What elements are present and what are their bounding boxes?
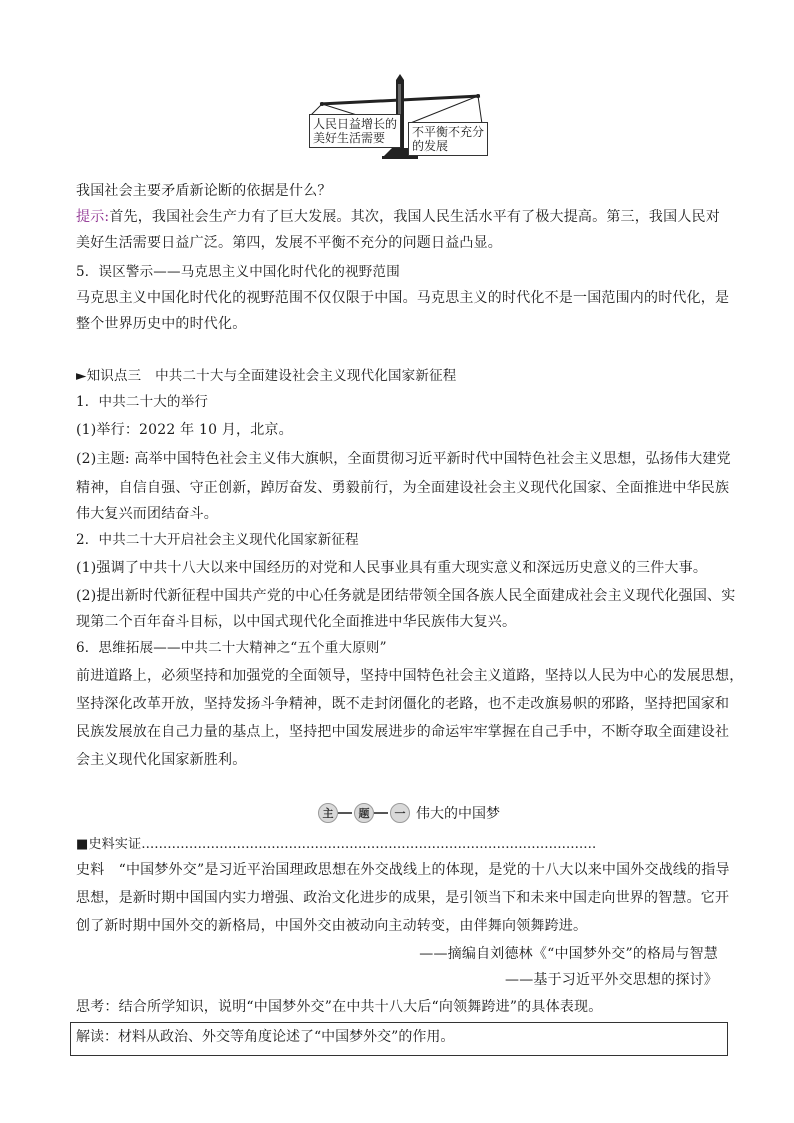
hint-text-1: 首先，我国社会生产力有了巨大发展。其次，我国人民生活水平有了极大提高。第三，我国人民对 bbox=[109, 209, 720, 225]
balance-scale-figure bbox=[300, 72, 500, 167]
material-line-3: 创了新时期中国外交的新格局，中国外交由被动向主动转变，由伴舞向领舞跨进。 bbox=[76, 918, 588, 934]
hint-line-2: 美好生活需要日益广泛。第四，发展不平衡不充分的问题日益凸显。 bbox=[76, 235, 502, 251]
scale-left-line1: 人民日益增长的 bbox=[313, 117, 398, 131]
scale-left-line2: 美好生活需要 bbox=[313, 131, 386, 145]
knowledge3-s2-title: 2．中共二十大开启社会主义现代化国家新征程 bbox=[76, 532, 359, 548]
item5-title: 5．误区警示——马克思主义中国化时代化的视野范围 bbox=[76, 264, 400, 280]
material-source-2: ——基于习近平外交思想的探讨》 bbox=[505, 972, 718, 988]
knowledge3-title: ►知识点三 中共二十大与全面建设社会主义现代化国家新征程 bbox=[76, 368, 457, 384]
theme-badge-divider bbox=[374, 812, 388, 814]
item6-title: 6．思维拓展——中共二十大精神之“五个重大原则” bbox=[76, 640, 387, 656]
theme-title: 伟大的中国梦 bbox=[416, 806, 500, 822]
material-line-2: 思想，是新时期中国国内实力增强、政治文化进步的成果，是引领当下和未来中国走向世界的智慧。它开 bbox=[76, 890, 730, 906]
theme-badge-char-2: 题 bbox=[354, 803, 374, 823]
answer-box bbox=[70, 1022, 728, 1056]
hint-label: 提示: bbox=[76, 209, 110, 225]
theme-badge-divider bbox=[338, 812, 352, 814]
material-line-1: 史料 “中国梦外交”是习近平治国理政思想在外交战线上的体现，是党的十八大以来中国外交战线的指导 bbox=[76, 862, 730, 878]
knowledge3-s1-title: 1．中共二十大的举行 bbox=[76, 394, 209, 410]
evidence-heading bbox=[76, 835, 726, 855]
item6-line-4: 会主义现代化国家新胜利。 bbox=[76, 752, 247, 768]
hint-line-1 bbox=[76, 207, 726, 227]
knowledge3-s2-p2-line2: 现第二个百年奋斗目标，以中国式现代化全面推进中华民族伟大复兴。 bbox=[76, 614, 517, 630]
think-question: 思考：结合所学知识，说明“中国梦外交”在中共十八大后“向领舞跨进”的具体表现。 bbox=[76, 999, 603, 1015]
theme-badge-char-1: 主 bbox=[318, 803, 338, 823]
item6-line-3: 民族发展放在自己力量的基点上，坚持把中国发展进步的命运牢牢掌握在自己手中，不断夺取全面建设社 bbox=[76, 724, 730, 740]
evidence-label: ■史料实证 bbox=[76, 837, 142, 852]
scale-right-line2: 的发展 bbox=[412, 139, 449, 153]
item5-line-2: 整个世界历史中的时代化。 bbox=[76, 316, 247, 332]
theme-badge bbox=[318, 803, 408, 823]
theme-heading bbox=[318, 803, 500, 823]
item6-line-2: 坚持深化改革开放，坚持发扬斗争精神，既不走封闭僵化的老路，也不走改旗易帜的邪路，坚持把国家和 bbox=[76, 696, 730, 712]
question-1: 我国社会主要矛盾新论断的依据是什么？ bbox=[76, 183, 332, 199]
knowledge3-s2-p2-line1: (2)提出新时代新征程中国共产党的中心任务就是团结带领全国各族人民全面建成社会主义现代化强国、实 bbox=[76, 588, 736, 604]
evidence-dots: …………………………………………………………………………………………… bbox=[141, 837, 597, 852]
knowledge3-s2-p1: (1)强调了中共十八大以来中国经历的对党和人民事业具有重大现实意义和深远历史意义的三件大事。 bbox=[76, 560, 708, 576]
answer-text: 解读：材料从政治、外交等角度论述了“中国梦外交”的作用。 bbox=[76, 1029, 455, 1045]
knowledge3-s1-p1: (1)举行：2022 年 10 月，北京。 bbox=[76, 422, 293, 438]
theme-badge-char-3: 一 bbox=[390, 803, 410, 823]
material-source-1: ——摘编自刘德林《“中国梦外交”的格局与智慧 bbox=[419, 946, 718, 962]
item6-line-1: 前进道路上，必须坚持和加强党的全面领导，坚持中国特色社会主义道路，坚持以人民为中心的发展思想， bbox=[76, 668, 744, 684]
item5-line-1: 马克思主义中国化时代化的视野范围不仅仅限于中国。马克思主义的时代化不是一国范围内的时代化，是 bbox=[76, 290, 730, 306]
scale-left-box bbox=[309, 114, 401, 148]
scale-right-line1: 不平衡不充分 bbox=[412, 125, 485, 139]
scale-right-box bbox=[408, 122, 488, 156]
knowledge3-s1-p2-line3: 伟大复兴而团结奋斗。 bbox=[76, 506, 218, 522]
knowledge3-s1-p2-line2: 精神，自信自强、守正创新，踔厉奋发、勇毅前行，为全面建设社会主义现代化国家、全面推进中华民族 bbox=[76, 480, 730, 496]
knowledge3-s1-p2-line1: (2)主题: 高举中国特色社会主义伟大旗帜，全面贯彻习近平新时代中国特色社会主义思想，弘扬伟大建党 bbox=[76, 451, 731, 467]
